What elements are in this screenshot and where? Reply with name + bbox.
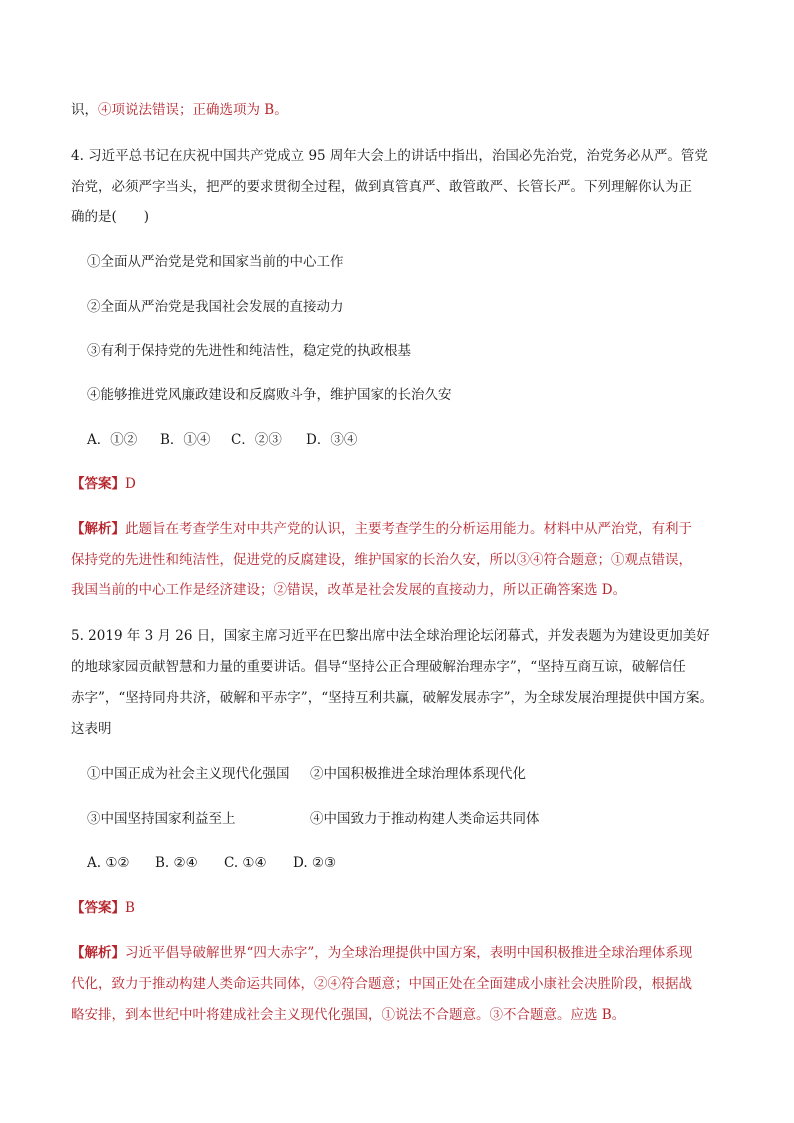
q4-analysis-text-1: 此题旨在考查学生对中共产党的认识，主要考查学生的分析运用能力。材料中从严治党，有利于: [125, 521, 692, 537]
q5-choice-a: A. ①②: [87, 855, 130, 871]
q5-stem-line-1: 5. 2019 年 3 月 26 日，国家主席习近平在巴黎出席中法全球治理论坛闭幕式，并发表题为为建设更加美好: [71, 628, 710, 644]
q5-option-1: ①中国正成为社会主义现代化强国: [87, 766, 290, 782]
q4-analysis-line-2: 保持党的先进性和纯洁性，促进党的反腐建设，维护国家的长治久安，所以③④符合题意；①观点错误，: [71, 552, 692, 568]
q4-stem-line-2: 治党，必须严字当头，把严的要求贯彻全过程，做到真管真严、敢管敢严、长管长严。下列理解你认为正: [71, 179, 692, 195]
q5-stem-line-4: 这表明: [71, 721, 112, 737]
q4-choice-c: C．②③: [231, 432, 282, 448]
q4-option-4: ④能够推进党风廉政建设和反腐败斗争，维护国家的长治久安: [87, 387, 452, 403]
q5-options-row-2: [87, 809, 540, 829]
q4-choice-b: B．①④: [160, 432, 211, 448]
q5-option-4: ④中国致力于推动构建人类命运共同体: [310, 811, 540, 827]
q5-choice-b: B. ②④: [155, 855, 198, 871]
q4-answer-label: 【答案】: [71, 476, 125, 492]
q5-answer-value: B: [125, 900, 135, 916]
q4-analysis-label: 【解析】: [71, 521, 125, 537]
q5-analysis-line-3: 略安排，到本世纪中叶将建成社会主义现代化强国，①说法不合题意。③不合题意。应选 B。: [71, 1007, 626, 1023]
q4-choice-a: A．①②: [87, 432, 138, 448]
q4-choice-d: D．③④: [306, 432, 358, 448]
q5-choice-d: D. ②③: [293, 855, 337, 871]
q5-answer-label: 【答案】: [71, 900, 125, 916]
continued-red-text: ④项说法错误；正确选项为 B。: [98, 102, 288, 118]
q5-stem-line-2: 的地球家园贡献智慧和力量的重要讲话。倡导“坚持公正合理破解治理赤字”，“坚持互商互谅，破解信任: [71, 659, 686, 675]
q4-option-2: ②全面从严治党是我国社会发展的直接动力: [87, 299, 344, 315]
q5-options-row-1: [87, 764, 526, 784]
q5-analysis-label: 【解析】: [71, 945, 125, 961]
q4-answer-value: D: [125, 476, 136, 492]
q4-analysis-line-1: [71, 519, 692, 539]
q5-choices: [87, 853, 336, 873]
q5-option-3: ③中国坚持国家利益至上: [87, 811, 236, 827]
q4-option-1: ①全面从严治党是党和国家当前的中心工作: [87, 254, 344, 270]
continued-prefix: 识，: [71, 102, 98, 118]
q5-stem-line-3: 赤字”，“坚持同舟共济，破解和平赤字”，“坚持互利共赢，破解发展赤字”，为全球发展治理提供中国方案。: [71, 690, 714, 706]
q5-option-2: ②中国积极推进全球治理体系现代化: [310, 766, 526, 782]
q4-choices: [87, 430, 357, 450]
continued-analysis: [71, 100, 288, 120]
q5-analysis-line-1: [71, 943, 692, 963]
q4-option-3: ③有利于保持党的先进性和纯洁性，稳定党的执政根基: [87, 343, 411, 359]
q5-choice-c: C. ①④: [224, 855, 267, 871]
q5-answer: [71, 898, 135, 918]
q5-analysis-line-2: 代化，致力于推动构建人类命运共同体，②④符合题意；中国正处在全面建成小康社会决胜阶段，根据战: [71, 976, 692, 992]
q4-answer: [71, 474, 136, 494]
q4-analysis-line-3: 我国当前的中心工作是经济建设；②错误，改革是社会发展的直接动力，所以正确答案选 D。: [71, 582, 627, 598]
q5-analysis-text-1: 习近平倡导破解世界“四大赤字”，为全球治理提供中国方案，表明中国积极推进全球治理体系现: [125, 945, 693, 961]
q4-stem-line-3: 确的是( ): [71, 209, 150, 225]
q4-stem-line-1: 4. 习近平总书记在庆祝中国共产党成立 95 周年大会上的讲话中指出，治国必先治党，治党务必从严。管党: [71, 148, 708, 164]
